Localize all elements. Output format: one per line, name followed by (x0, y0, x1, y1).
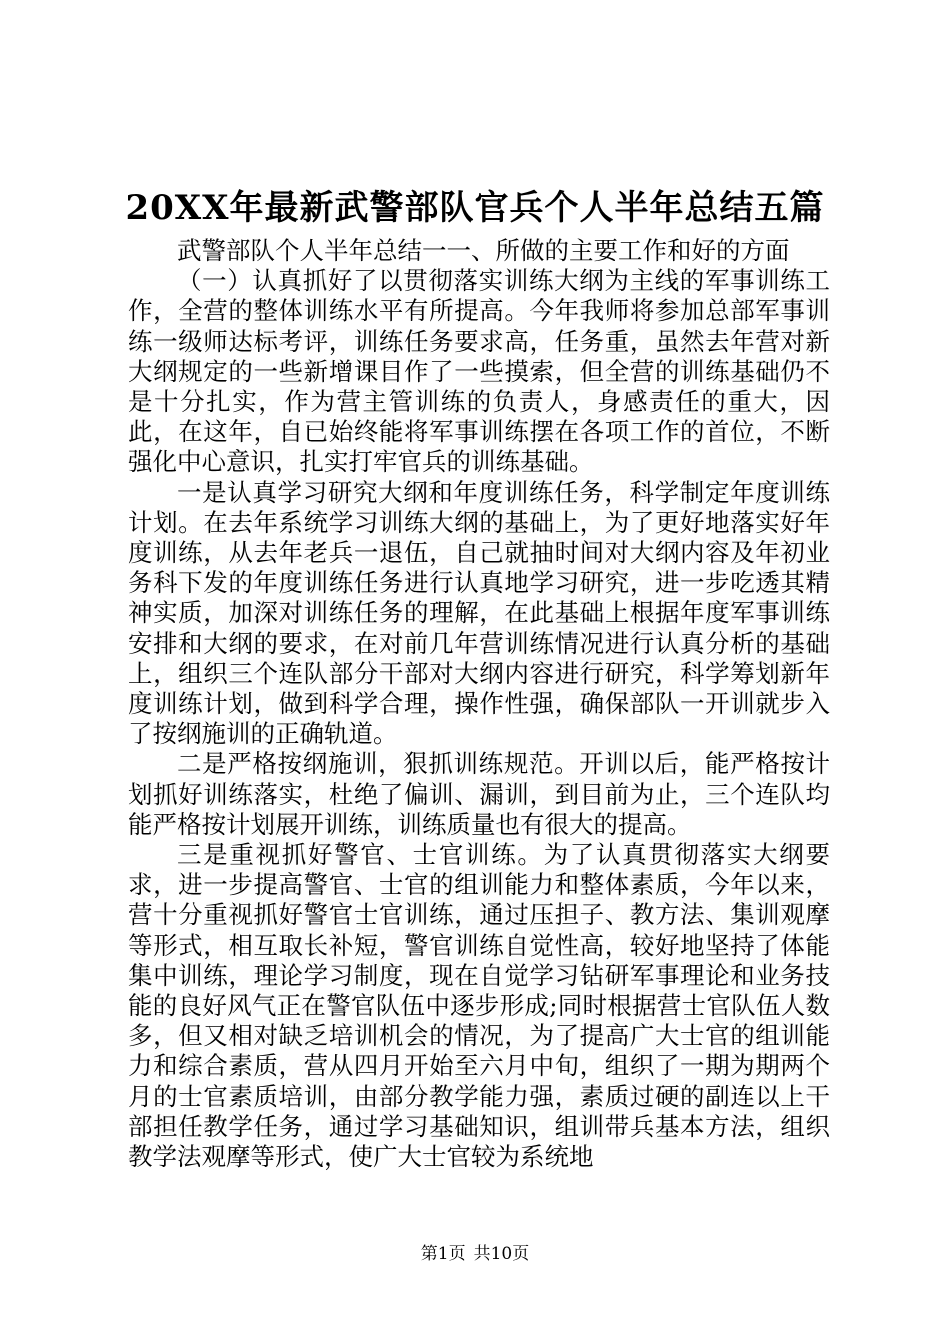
paragraph-training-plan: 一是认真学习研究大纲和年度训练任务，科学制定年度训练计划。在去年系统学习训练大纲的基础上，为了更好地落实好年度训练，从去年老兵一退伍，自己就抽时间对大纲内容及年初业务科下发的年度训练任务进行认真地学习研究，进一步吃透其精神实质，加深对训练任务的理解，在此基础上根据年度军事训练安排和大纲的要求，在对前几年营训练情况进行认真分析的基础上，组织三个连队部分干部对大纲内容进行研究，科学筹划新年度训练计划，做到科学合理，操作性强，确保部队一开训就步入了按纲施训的正确轨道。 (128, 477, 830, 749)
paragraph-intro: 武警部队个人半年总结一一、所做的主要工作和好的方面 (177, 236, 790, 265)
page-number: 第1页 (420, 1244, 466, 1264)
paragraph-military-training: （一）认真抓好了以贯彻落实训练大纲为主线的军事训练工作，全营的整体训练水平有所提高。今年我师将参加总部军事训练一级师达标考评，训练任务要求高，任务重，虽然去年营对新大纲规定的一些新增课目作了一些摸索，但全营的训练基础仍不是十分扎实，作为营主管训练的负责人，身感责任的重大，因此，在这年，自已始终能将军事训练摆在各项工作的首位，不断强化中心意识，扎实打牢官兵的训练基础。 (128, 266, 830, 477)
document-body (128, 236, 830, 1172)
page-footer (0, 1242, 950, 1266)
paragraph-standard-training: 二是严格按纲施训，狠抓训练规范。开训以后，能严格按计划抓好训练落实，杜绝了偏训、漏训，到目前为止，三个连队均能严格按计划展开训练，训练质量也有很大的提高。 (128, 749, 830, 839)
page-total: 共10页 (473, 1244, 530, 1264)
document-title: 20XX年最新武警部队官兵个人半年总结五篇 (125, 188, 825, 228)
paragraph-officer-training: 三是重视抓好警官、士官训练。为了认真贯彻落实大纲要求，进一步提高警官、士官的组训能力和整体素质，今年以来，营十分重视抓好警官士官训练，通过压担子、教方法、集训观摩等形式，相互取长补短，警官训练自觉性高，较好地坚持了体能集中训练，理论学习制度，现在自觉学习钻研军事理论和业务技能的良好风气正在警官队伍中逐步形成;同时根据营士官队伍人数多，但又相对缺乏培训机会的情况，为了提高广大士官的组训能力和综合素质，营从四月开始至六月中旬，组织了一期为期两个月的士官素质培训，由部分教学能力强，素质过硬的副连以上干部担任教学任务，通过学习基础知识，组训带兵基本方法，组织教学法观摩等形式，使广大士官较为系统地 (128, 840, 830, 1172)
